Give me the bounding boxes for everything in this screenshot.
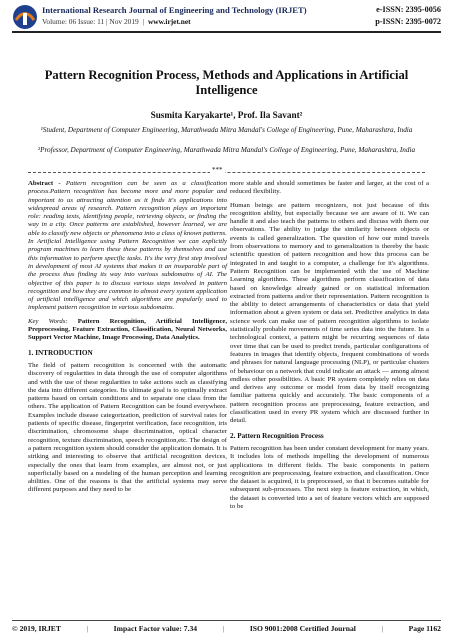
footer-divider: |	[381, 624, 384, 633]
affiliation-2: ²Professor, Department of Computer Engineering, Marathwada Mitra Mandal's College of Engineering, Pune, Maharashtra, India	[37, 146, 416, 154]
journal-header	[0, 0, 453, 44]
irjet-logo-icon	[12, 4, 38, 30]
footer-impact-factor: Impact Factor value: 7.34	[113, 624, 198, 633]
e-issn: e-ISSN: 2395-0056	[376, 5, 441, 14]
right-column	[230, 180, 429, 516]
abstract-label: Abstract -	[28, 180, 61, 187]
footer-divider: |	[86, 624, 89, 633]
left-column	[28, 180, 227, 500]
intro-continuation-paragraph: more stable and should sometimes be faster and larger, at the cost of a reduced flexibility.	[230, 180, 429, 196]
footer-copyright: © 2019, IRJET	[12, 624, 61, 633]
header-rule	[12, 31, 441, 33]
footer-iso: ISO 9001:2008 Certified Journal	[249, 624, 356, 633]
footer-rule	[12, 620, 441, 621]
affiliation-1: ¹Student, Department of Computer Engineering, Marathwada Mitra Mandal's College of Engineering, Pune, Maharashtra, India	[40, 126, 413, 134]
section-heading-process: 2. Pattern Recognition Process	[230, 431, 324, 440]
keywords-label: Key Words:	[28, 317, 68, 325]
paper-authors: Susmita Karyakarte¹, Prof. Ila Savant²	[150, 110, 303, 120]
process-paragraph: Pattern recognition has been under constant development for many years. It includes lots of methods impelling the development of numerous applications in different fields. The basic components in pattern recognition are preprocessing, feature extraction, and classification. Once the dataset is acquired, it is preprocessed, so that it becomes suitable for subsequent sub-processes. The next step is feature extraction, in which, the dataset is converted into a set of feature vectors which are supposed to be	[230, 444, 429, 510]
p-issn: p-ISSN: 2395-0072	[375, 17, 441, 26]
separator-stars: ***	[212, 166, 223, 174]
footer-page-number: Page 1162	[408, 624, 441, 633]
keywords-text: Pattern Recognition, Artificial Intelligence, Preprocessing, Feature Extraction, Classification, Neural Networks, Support Vector Machine, Image Processing, Data Analytics.	[28, 317, 228, 342]
journal-meta	[42, 17, 191, 26]
human-pattern-paragraph: Human beings are pattern recognizers, not just because of this recognition ability, but especially because we are aware of it. We can handle it and also teach the patterns to others and discuss with them our observations. The ability to judge the similarity between objects or events is called generalization. The question of how our mind travels from observations to memory and to generalization is thereby the basic scientific question of pattern recognition and how this process can be integrated in and taught to a computer, a challenge for it's algorithms. Pattern Recognition can be implemented with the use of Machine Learning algorithms. These algorithms perform classification of data based on knowledge already gained or on statistical information extracted from patterns and/or their representation. Pattern recognition is the ability to detect arrangements of characteristics or data that yield information about a given system or data set. Predictive analytics in data science work can make use of pattern recognition algorithms to isolate statistically probable movements of time series data into the future. In a technological context, a pattern might be recurring sequences of data over time that can be used to predict trends, particular configurations of features in images that identify objects, frequent combinations of words and phrases for natural language processing (NLP), or particular clusters of behaviour on a network that could indicate an attack — among almost endless other possibilities. A basic PR system completely relies on data and derives any outcome or model from data by itself recognizing familiar patterns quickly and accurately. The basic components of a pattern recognition process are preprocessing, feature extraction, and classification used in every PR system which are discussed further in detail.	[230, 201, 429, 425]
meta-divider: |	[142, 17, 145, 26]
footer-divider: |	[222, 624, 225, 633]
paper-title: Pattern Recognition Process, Methods and Applications in Artificial Intelligence	[44, 68, 409, 97]
volume-issue: Volume: 06 Issue: 11 | Nov 2019	[42, 17, 139, 26]
journal-title: International Research Journal of Engineering and Technology (IRJET)	[42, 5, 307, 15]
page-footer	[12, 624, 441, 633]
journal-url[interactable]: www.irjet.net	[147, 17, 191, 26]
introduction-paragraph: The field of pattern recognition is concerned with the automatic discovery of regularities in data through the use of computer algorithms and with the use of these regularities to take actions such as classifying the data into different categories. Its ultimate goal is to optimally extract patterns based on certain conditions and to separate one class from the others. The application of Pattern Recognition can be found everywhere. Examples include disease categorization, prediction of survival rates for patients of specific disease, fingerprint verification, face recognition, iris discrimination, chromosome shape discrimination, optical character recognition, texture discrimination, speech recognition,etc. The design of a pattern recognition system should consider the application domain. It is striking and interesting to observe that artificial recognition devices, especially the ones that learn from examples, are almost not, or just superficially based on a modeling of the human perception and learning abilities. One of the reasons is that the artificial systems may serve different purposes and they need to be	[28, 361, 227, 494]
abstract	[28, 180, 227, 313]
section-separator	[28, 172, 425, 173]
section-heading-introduction: 1. INTRODUCTION	[28, 348, 93, 357]
keywords	[28, 318, 227, 343]
abstract-text: Pattern recognition can be seen as a classification process.Pattern recognition has become more and more popular and important to us attracting attention as it finds it's applications into widespread areas of research. Pattern recognition plays an important role: reading texts, identifying people, retrieving objects, or finding the way in a city. Once patterns are established, however learned, we are able to classify new objects or phenomena into a class of known patterns. In Artificial Intelligence using Pattern Recognition we can explicitly program machines to learn these these patterns by themselves and use this information to perform specific tasks. It's the very first step involved in development of most AI systems that makes it an inseparable part of the process thus finding its way into various subdomains of AI. The objective of this paper is to discuss various steps involved in pattern recognition and how they are common to almost every system application of artificial intelligence and which algorithms are popularly used to implement pattern recognition in various subdomains.	[28, 180, 227, 312]
